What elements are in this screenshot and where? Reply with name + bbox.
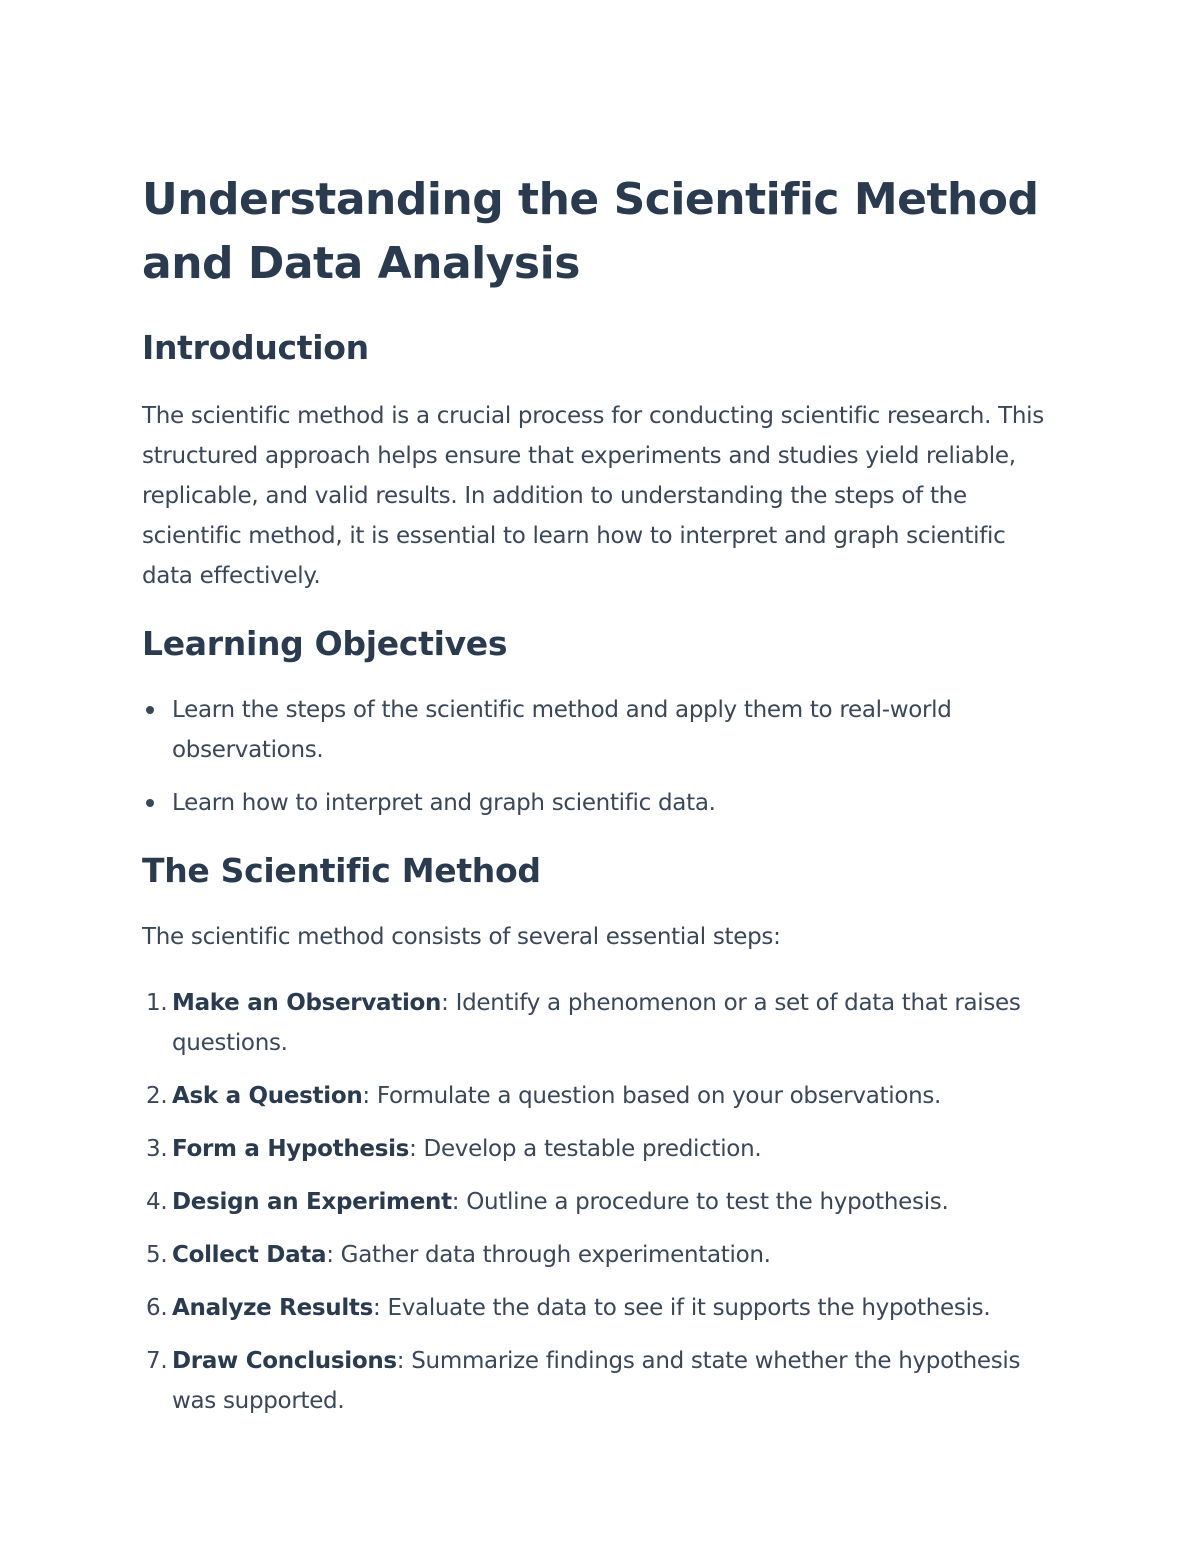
bullet-icon [146, 706, 154, 714]
step-term: Draw Conclusions [172, 1348, 397, 1374]
method-intro: The scientific method consists of several essential steps: [142, 924, 781, 950]
step-number: 5. [146, 1242, 168, 1268]
bullet-icon [146, 799, 154, 807]
objectives-list [142, 690, 1050, 823]
list-item [142, 783, 1050, 823]
step-term: Collect Data [172, 1242, 327, 1268]
objective-text: Learn the steps of the scientific method and apply them to real-world observations. [172, 697, 952, 763]
step-number: 4. [146, 1189, 168, 1215]
step-text: : Formulate a question based on your observations. [362, 1083, 942, 1109]
step-text: : Gather data through experimentation. [326, 1242, 771, 1268]
method-steps-list [142, 983, 1050, 1421]
step-term: Form a Hypothesis [172, 1136, 410, 1162]
list-item [142, 1182, 1050, 1222]
step-term: Make an Observation [172, 990, 442, 1016]
list-item [142, 1288, 1050, 1328]
step-text: : Evaluate the data to see if it supports the hypothesis. [373, 1295, 991, 1321]
objectives-heading: Learning Objectives [142, 624, 508, 663]
list-item [142, 1341, 1050, 1421]
step-number: 3. [146, 1136, 168, 1162]
step-number: 7. [146, 1348, 168, 1374]
objective-text: Learn how to interpret and graph scientific data. [172, 790, 716, 816]
step-text: : Outline a procedure to test the hypothesis. [451, 1189, 949, 1215]
page-title: Understanding the Scientific Method and Data Analysis [142, 174, 1039, 289]
step-text: : Identify a phenomenon or a set of data that raises questions. [172, 990, 1021, 1056]
introduction-heading: Introduction [142, 328, 369, 367]
method-heading: The Scientific Method [142, 851, 541, 890]
step-term: Design an Experiment [172, 1189, 452, 1215]
step-number: 6. [146, 1295, 168, 1321]
step-term: Ask a Question [172, 1083, 363, 1109]
list-item [142, 983, 1050, 1063]
list-item [142, 1129, 1050, 1169]
list-item [142, 690, 1050, 770]
step-text: : Develop a testable prediction. [409, 1136, 762, 1162]
step-number: 1. [146, 990, 168, 1016]
list-item [142, 1076, 1050, 1116]
step-text: : Summarize findings and state whether the hypothesis was supported. [172, 1348, 1021, 1414]
step-term: Analyze Results [172, 1295, 374, 1321]
step-number: 2. [146, 1083, 168, 1109]
list-item [142, 1235, 1050, 1275]
introduction-paragraph: The scientific method is a crucial process for conducting scientific research. This structured approach helps ensure that experiments and studies yield reliable, replicable, and valid results. In addition to understanding the steps of the scientific method, it is essential to learn how to interpret and graph scientific data effectively. [142, 403, 1044, 589]
